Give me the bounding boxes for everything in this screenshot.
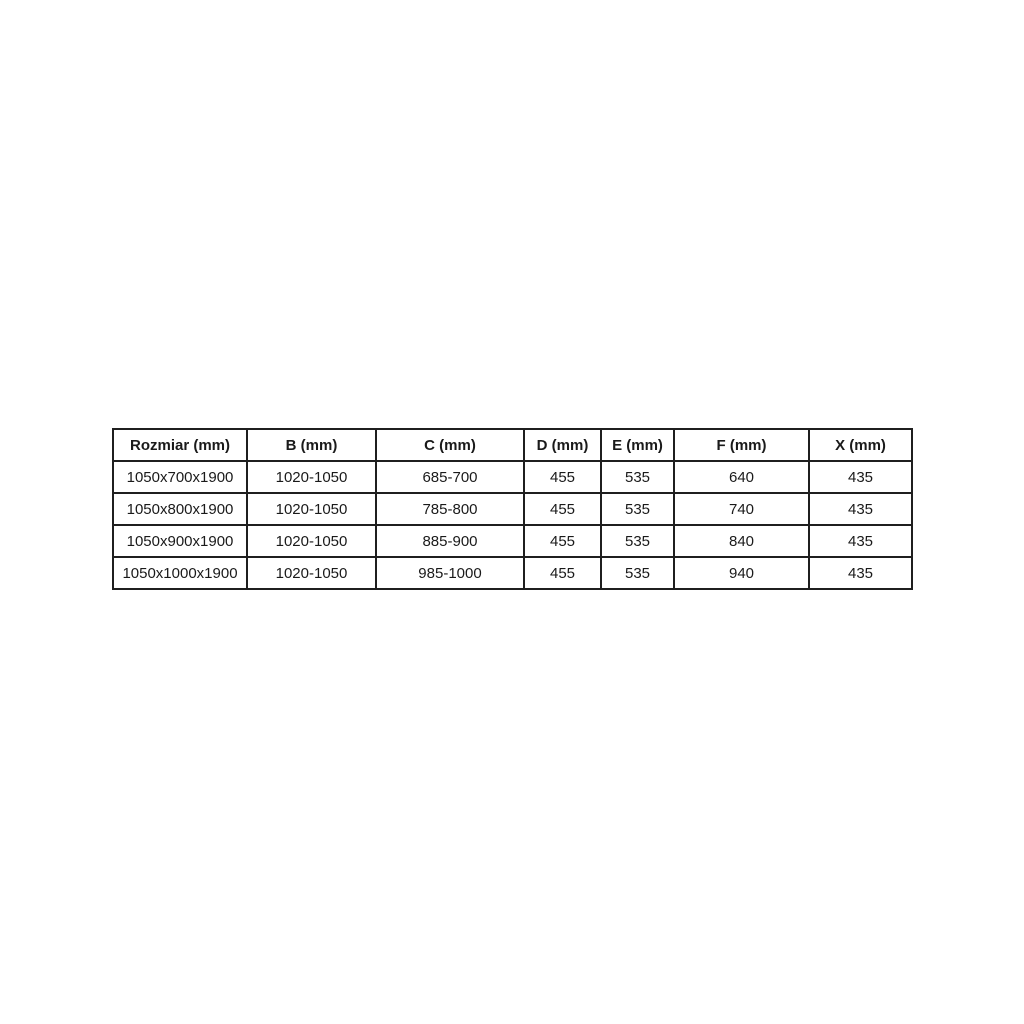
table-row [113,493,912,525]
table-cell: 1050x700x1900 [113,461,247,493]
table-cell: 1020-1050 [247,525,376,557]
column-header-b: B (mm) [247,429,376,461]
table-cell: 1020-1050 [247,557,376,589]
table-cell: 455 [524,557,601,589]
table-cell: 1020-1050 [247,461,376,493]
table-row [113,525,912,557]
table-cell: 1050x900x1900 [113,525,247,557]
table-cell: 535 [601,493,674,525]
table-cell: 435 [809,557,912,589]
column-header-e: E (mm) [601,429,674,461]
table-cell: 535 [601,461,674,493]
table-cell: 1050x1000x1900 [113,557,247,589]
table-cell: 455 [524,525,601,557]
column-header-x: X (mm) [809,429,912,461]
column-header-rozmiar: Rozmiar (mm) [113,429,247,461]
table-cell: 435 [809,461,912,493]
table-cell: 985-1000 [376,557,524,589]
table-cell: 640 [674,461,809,493]
column-header-f: F (mm) [674,429,809,461]
table-cell: 1020-1050 [247,493,376,525]
column-header-c: C (mm) [376,429,524,461]
table-cell: 435 [809,493,912,525]
table-cell: 535 [601,525,674,557]
table-cell: 455 [524,461,601,493]
table-row [113,557,912,589]
table-cell: 535 [601,557,674,589]
column-header-d: D (mm) [524,429,601,461]
table-cell: 840 [674,525,809,557]
table-cell: 435 [809,525,912,557]
table-cell: 785-800 [376,493,524,525]
table-cell: 1050x800x1900 [113,493,247,525]
table-cell: 685-700 [376,461,524,493]
table-cell: 885-900 [376,525,524,557]
dimensions-table [112,428,913,590]
table-cell: 940 [674,557,809,589]
table-cell: 740 [674,493,809,525]
table-cell: 455 [524,493,601,525]
table-row [113,461,912,493]
table-header-row [113,429,912,461]
